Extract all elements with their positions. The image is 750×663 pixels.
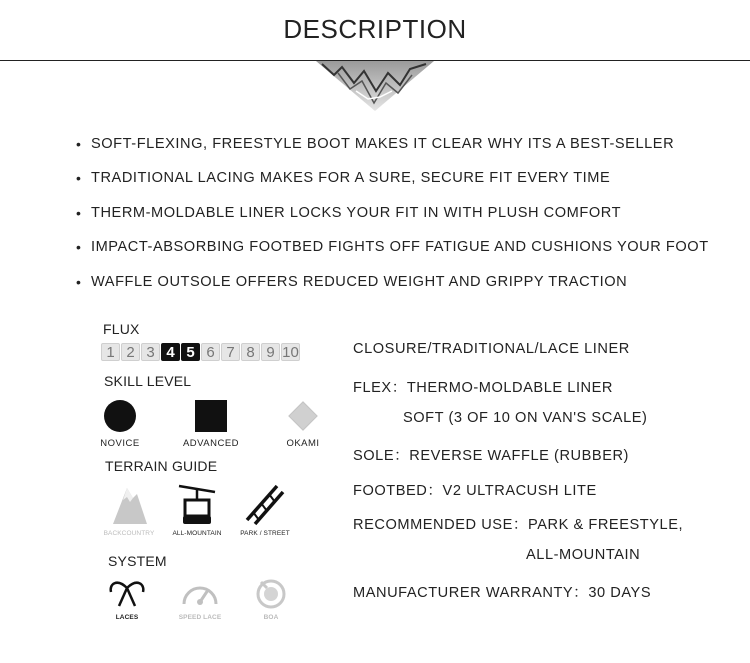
terrain-guide-label: TERRAIN GUIDE [105,458,218,474]
system-boa [251,578,291,621]
bullet-marker: • [76,136,82,152]
terrain-icons [101,482,297,537]
bullet-marker: • [76,239,82,256]
system-laces [104,578,150,621]
spec-footbed: FOOTBED：V2 ULTRACUSH LITE [353,483,597,499]
laces-icon [107,578,147,610]
spec-closure: CLOSURE/TRADITIONAL/LACE LINER [353,341,630,357]
terrain-backcountry [101,482,157,537]
skill-caption: OKAMI [286,438,320,449]
system-icons [104,578,291,621]
skill-level-icons [96,398,328,449]
feature-item [76,274,709,308]
flux-scale [101,343,300,361]
feature-item [76,170,709,204]
mountain-icon [109,482,149,526]
spec-flex: FLEX：THERMO-MOLDABLE LINER [353,380,614,396]
feature-text: THERM-MOLDABLE LINER LOCKS YOUR FIT IN WITH PLUSH COMFORT [91,204,622,221]
flux-step: 6 [201,343,220,361]
skill-caption: ADVANCED [182,438,240,449]
terrain-caption: BACKCOUNTRY [103,530,155,537]
system-caption: BOA [263,614,279,621]
black-square-icon [193,398,229,434]
skill-novice [96,398,144,449]
feature-text: SOFT-FLEXING, FREESTYLE BOOT MAKES IT CLEAR WHY ITS A BEST-SELLER [91,136,675,152]
feature-list [76,136,709,308]
bullet-marker: • [76,273,82,290]
flux-step: 7 [221,343,240,361]
terrain-park-street [233,482,297,537]
system-caption: LACES [115,614,139,621]
terrain-caption: PARK / STREET [240,530,290,537]
feature-text: WAFFLE OUTSOLE OFFERS REDUCED WEIGHT AND GRIPPY TRACTION [91,273,628,290]
flux-step: 8 [241,343,260,361]
skill-level-label: SKILL LEVEL [104,373,192,389]
grey-diamond-icon [285,398,321,434]
feature-text: TRADITIONAL LACING MAKES FOR A SURE, SECURE FIT EVERY TIME [91,170,611,187]
feature-item [76,239,709,273]
flux-step-active: 4 [161,343,180,361]
spec-recommended-use-continued: ALL-MOUNTAIN [526,547,641,563]
black-circle-icon [102,398,138,434]
terrain-all-mountain [169,482,225,537]
gauge-icon [180,578,220,610]
spec-recommended-use: RECOMMENDED USE：PARK & FREESTYLE, [353,517,684,533]
rail-icon [243,482,287,526]
spec-flex-continued: SOFT (3 OF 10 ON VAN'S SCALE) [403,410,648,426]
flux-step: 1 [101,343,120,361]
spec-warranty: MANUFACTURER WARRANTY：30 DAYS [353,585,652,601]
feature-item [76,205,709,239]
mountain-photo-triangle [316,61,434,111]
skill-caption: NOVICE [100,438,140,449]
system-label: SYSTEM [108,553,167,569]
skill-advanced [171,398,251,449]
flux-step-active: 5 [181,343,200,361]
flux-label: FLUX [103,321,140,337]
description-title: DESCRIPTION [283,14,467,44]
terrain-caption: ALL-MOUNTAIN [172,530,222,537]
system-speed-lace [177,578,223,621]
skill-okami [278,398,328,449]
flux-step: 10 [282,344,299,361]
feature-item [76,136,709,170]
system-caption: SPEED LACE [178,614,222,621]
feature-text: IMPACT-ABSORBING FOOTBED FIGHTS OFF FATIGUE AND CUSHIONS YOUR FOOT [91,239,709,256]
bullet-marker: • [76,204,82,221]
flux-step: 3 [141,343,160,361]
flux-step: 2 [121,343,140,361]
chairlift-icon [177,482,217,526]
flux-step: 9 [261,343,280,361]
bullet-marker: • [76,170,82,187]
spec-sole: SOLE：REVERSE WAFFLE (RUBBER) [353,448,629,464]
boa-dial-icon [253,578,289,610]
